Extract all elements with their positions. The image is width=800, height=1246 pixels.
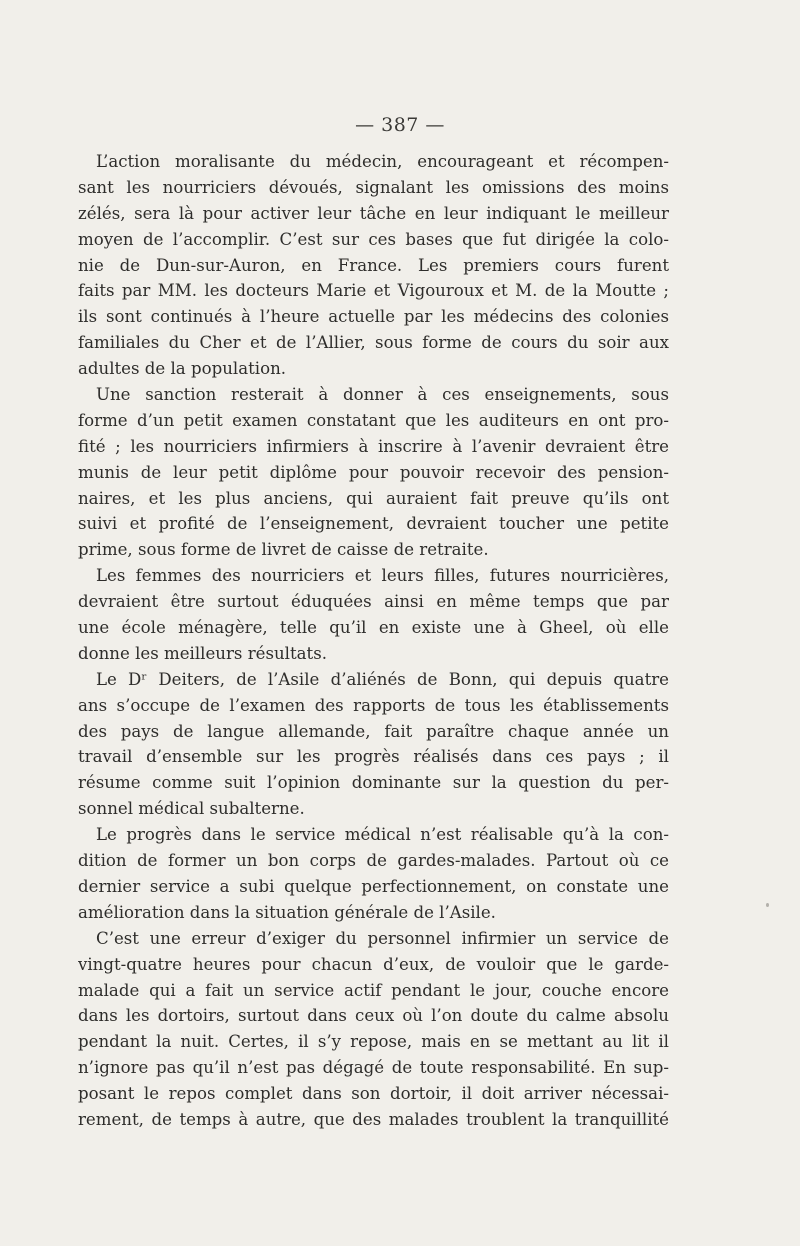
text-line: dernier service a subi quelque perfectionnement, on constate une [78, 876, 669, 896]
text-line: prime, sous forme de livret de caisse de retraite. [78, 540, 489, 560]
paragraph [78, 149, 669, 382]
text-line: adultes de la population. [78, 359, 287, 379]
text-line: Le Dʳ Deiters, de l’Asile d’aliénés de Bonn, qui depuis quatre [96, 669, 669, 689]
page-number: — 387 — [355, 114, 445, 136]
text-line: Le progrès dans le service médical n’est réalisable qu’à la con- [96, 825, 669, 845]
paper-speck [766, 903, 769, 907]
text-line: fité ; les nourriciers infirmiers à inscrire à l’avenir devraient être [78, 436, 669, 456]
text-line: des pays de langue allemande, fait paraître chaque année un [78, 721, 669, 741]
text-line: familiales du Cher et de l’Allier, sous forme de cours du soir aux [78, 333, 669, 353]
text-line: n’ignore pas qu’il n’est pas dégagé de toute responsabilité. En sup- [78, 1058, 669, 1078]
text-line: vingt-quatre heures pour chacun d’eux, de vouloir que le garde- [78, 954, 669, 974]
text-line: résume comme suit l’opinion dominante sur la question du per- [78, 773, 669, 793]
text-line: faits par MM. les docteurs Marie et Vigouroux et M. de la Moutte ; [78, 281, 669, 301]
text-line: dans les dortoirs, surtout dans ceux où l’on doute du calme absolu [78, 1006, 669, 1026]
paragraph [78, 667, 669, 822]
text-line: pendant la nuit. Certes, il s’y repose, mais en se mettant au lit il [78, 1032, 669, 1052]
text-line: donne les meilleurs résultats. [78, 643, 327, 663]
text-line: posant le repos complet dans son dortoir, il doit arriver nécessai- [78, 1084, 669, 1104]
text-line: devraient être surtout éduquées ainsi en même temps que par [78, 592, 669, 612]
text-line: dition de former un bon corps de gardes-malades. Partout où ce [78, 851, 669, 871]
text-line: L’action moralisante du médecin, encourageant et récompen- [96, 152, 669, 171]
text-line: travail d’ensemble sur les progrès réalisés dans ces pays ; il [78, 747, 669, 767]
paragraph [78, 926, 669, 1133]
body-text [78, 149, 669, 1133]
paragraph [78, 822, 669, 926]
text-line: sant les nourriciers dévoués, signalant les omissions des moins [78, 177, 669, 197]
paragraph [78, 382, 669, 563]
text-line: sonnel médical subalterne. [78, 799, 305, 819]
text-line: munis de leur petit diplôme pour pouvoir recevoir des pension- [78, 462, 669, 482]
text-line: ils sont continués à l’heure actuelle par les médecins des colonies [78, 307, 669, 327]
text-line: une école ménagère, telle qu’il en existe une à Gheel, où elle [78, 618, 669, 638]
text-line: suivi et profité de l’enseignement, devraient toucher une petite [78, 514, 669, 534]
text-line: C’est une erreur d’exiger du personnel infirmier un service de [96, 928, 669, 948]
text-line: forme d’un petit examen constatant que les auditeurs en ont pro- [78, 410, 669, 430]
text-line: moyen de l’accomplir. C’est sur ces bases que fut dirigée la colo- [78, 229, 669, 249]
text-line: nie de Dun-sur-Auron, en France. Les premiers cours furent [78, 255, 669, 275]
text-line: amélioration dans la situation générale de l’Asile. [78, 902, 496, 922]
text-line: Une sanction resterait à donner à ces enseignements, sous [96, 385, 669, 405]
text-line: rement, de temps à autre, que des malades troublent la tranquillité [78, 1109, 669, 1129]
text-line: ans s’occupe de l’examen des rapports de tous les établissements [78, 695, 669, 715]
text-line: naires, et les plus anciens, qui auraient fait preuve qu’ils ont [78, 488, 669, 508]
text-line: Les femmes des nourriciers et leurs filles, futures nourricières, [96, 566, 669, 586]
paragraph [78, 563, 669, 667]
text-line: zélés, sera là pour activer leur tâche en leur indiquant le meilleur [78, 203, 669, 223]
text-line: malade qui a fait un service actif pendant le jour, couche encore [78, 980, 669, 1000]
